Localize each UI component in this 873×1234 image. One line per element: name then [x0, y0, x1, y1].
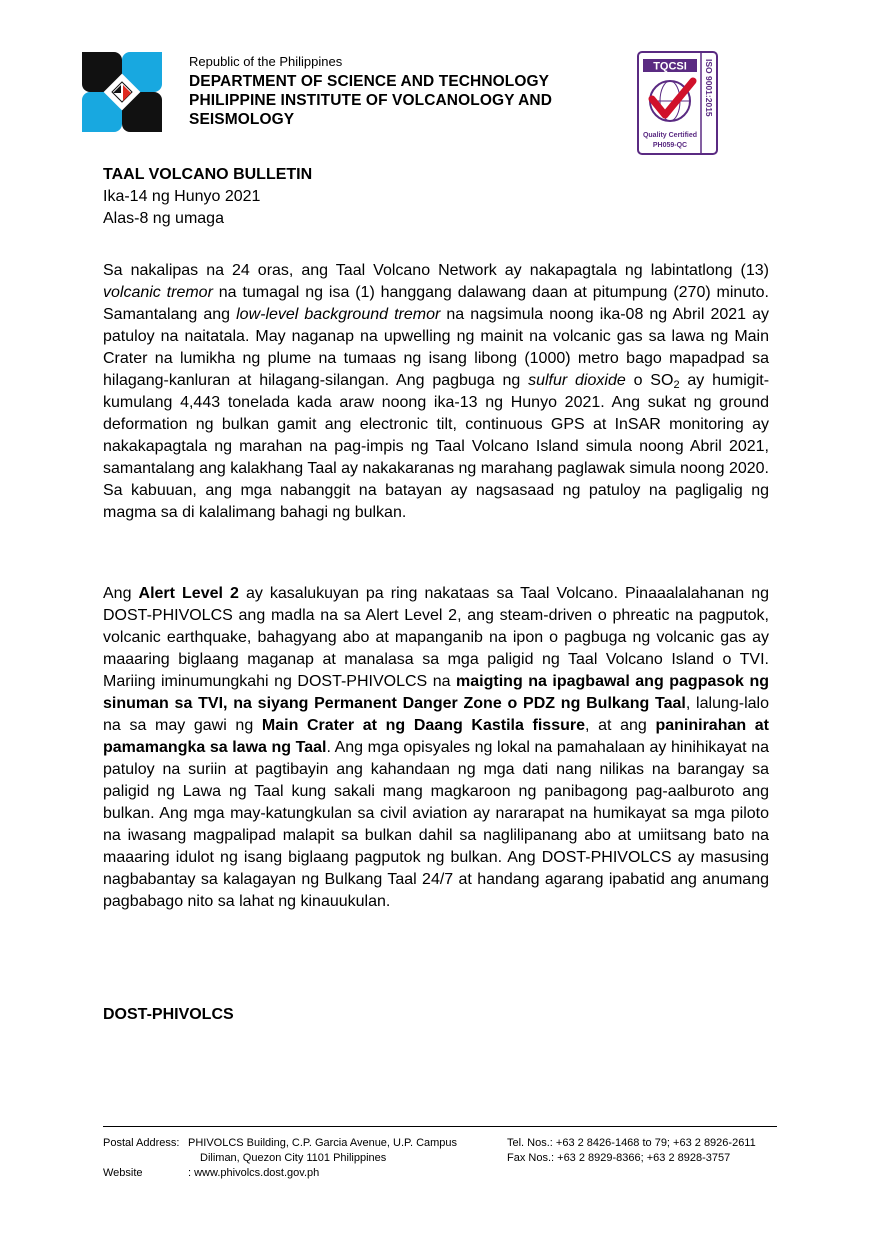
- para2-bold-lake: paninirahan at pamamangka sa lawa ng Taal: [103, 717, 770, 756]
- footer: [103, 1136, 783, 1181]
- para2-bold-main-crater: Main Crater at ng Daang Kastila fissure: [261, 717, 585, 734]
- badge-iso-text: ISO 9001:2015: [704, 59, 714, 117]
- header-institute-line1: PHILIPPINE INSTITUTE OF VOLCANOLOGY AND: [189, 92, 553, 109]
- para2-bold-pdz: maigting na ipagbawal ang pagpasok ng sinuman sa TVI, na siyang Permanent Danger Zone o PDZ ng Bulkang Taal: [103, 673, 769, 712]
- para1-text: o SO: [625, 372, 674, 389]
- para2-text: ay kasalukuyan pa ring nakataas sa Taal Volcano. Pinaaalalahanan ng DOST-PHIVOLCS ang madla na sa Alert Level 2, ang steam-driven o phreatic na pagputok, volcanic earthquake, bahagyang abo at mapanganib na ipon o pagbuga ng volcanic gas ay maaaring biglaang maganap at manalasa sa mga paligid ng Taal Volcano Island o TVI. Mariing iminumungkahi ng DOST-PHIVOLCS na: [103, 585, 770, 690]
- para2-text: . Ang mga opisyales ng lokal na pamahalaan ay hinihikayat na patuloy na suriin at pagtibayin ang kahandaan ng mga dati nang nilikas na barangay sa paligid ng Lawa ng Taal kung sakali mang magkaroon ng panibagong pag-aalburoto ang bulkan. Ang mga may-katungkulan sa civil aviation ay nararapat na humikayat sa mga piloto na iwasang magpalipad malapit sa bulkan dahil sa naglilipanang abo at umiitsang bato na maaaring idulot ng isang biglaang pagputok ng bulkan. Ang DOST-PHIVOLCS ay masusing nagbabantay sa kalagayan ng Bulkang Taal 24/7 at handang agarang ipabatid ang anumang pagbabago nito sa lahat ng kinauukulan.: [103, 739, 769, 910]
- header-institute-line2: SEISMOLOGY: [189, 111, 295, 128]
- para2-text: , at ang: [585, 717, 656, 734]
- footer-postal-line2: Diliman, Quezon City 1101 Philippines: [200, 1152, 387, 1164]
- para1-italic-sulfur-dioxide: sulfur dioxide: [528, 372, 626, 389]
- para2-text: Ang: [103, 585, 139, 602]
- bulletin-date: Ika-14 ng Hunyo 2021: [103, 188, 261, 205]
- footer-fax-value: +63 2 8929-8366; +63 2 8928-3757: [557, 1152, 731, 1164]
- bulletin-title: TAAL VOLCANO BULLETIN: [103, 166, 313, 183]
- bulletin-heading: [103, 164, 783, 230]
- bulletin-time: Alas-8 ng umaga: [103, 210, 224, 227]
- badge-code-text: PH059-QC: [652, 142, 688, 149]
- footer-divider: [103, 1126, 777, 1127]
- para2-bold-alert-level: Alert Level 2: [138, 585, 239, 602]
- para1-text: na nagsimula noong ika-08 ng Abril 2021 ay patuloy na naitatala. May naganap na upwelling ng mainit na volcanic gas sa lawa ng Main Crater na lumikha ng plume na tumaas ng isang libong (1000) metro bago mapadpad sa hilagang-kanluran at hilagang-silangan. Ang pagbuga ng: [103, 306, 769, 389]
- footer-tel-label: Tel. Nos.:: [507, 1137, 553, 1149]
- para1-text: ay humigit-kumulang 4,443 tonelada kada araw noong ika-13 ng Hunyo 2021. Ang sukat ng ground deformation ng bulkan gamit ang electronic tilt, continuous GPS at InSAR monitoring ay nakakapagtala ng marahan na pag-impis ng Taal Volcano Island simula noong Abril 2021, samantalang ang kalakhang Taal ay nakakaranas ng marahang paglawak simula noong 2020. Sa kabuuan, ang mga nabanggit na batayan ay nagsasaad ng patuloy na pagligalig ng magma sa di kalalimang bahagi ng bulkan.: [103, 372, 770, 521]
- signoff: DOST-PHIVOLCS: [103, 1006, 234, 1023]
- dost-logo-icon: [82, 52, 162, 132]
- para1-text: na tumagal ng isa (1) hanggang dalawang daan at pitumpung (270) minuto. Samantalang ang: [103, 284, 769, 323]
- footer-fax-label: Fax Nos.:: [507, 1152, 555, 1164]
- para1-italic-background-tremor: low-level background tremor: [236, 306, 441, 323]
- para1-italic-volcanic-tremor: volcanic tremor: [103, 284, 213, 301]
- iso-certification-badge-icon: [637, 51, 718, 155]
- para1-subscript: 2: [673, 379, 680, 391]
- footer-postal-line1: PHIVOLCS Building, C.P. Garcia Avenue, U.P. Campus: [188, 1137, 458, 1149]
- header-republic: Republic of the Philippines: [189, 54, 343, 69]
- footer-website-label: Website: [103, 1167, 143, 1179]
- badge-org-text: TQCSI: [653, 60, 687, 73]
- badge-certified-text: Quality Certified: [642, 132, 698, 139]
- paragraph-alert-advisory: [103, 583, 769, 913]
- footer-tel: [507, 1136, 756, 1151]
- para2-text: , lalung-lalo na sa may gawi ng: [103, 695, 769, 734]
- footer-fax: [507, 1151, 730, 1166]
- footer-postal-label: Postal Address:: [103, 1137, 180, 1149]
- header-department: DEPARTMENT OF SCIENCE AND TECHNOLOGY: [189, 73, 550, 90]
- footer-tel-value: +63 2 8426-1468 to 79; +63 2 8926-2611: [555, 1137, 756, 1149]
- paragraph-activity-summary: [103, 260, 769, 524]
- footer-website-value[interactable]: : www.phivolcs.dost.gov.ph: [188, 1167, 320, 1179]
- agency-header: [189, 54, 619, 129]
- para1-text: Sa nakalipas na 24 oras, ang Taal Volcano Network ay nakapagtala ng labintatlong (13): [103, 262, 769, 279]
